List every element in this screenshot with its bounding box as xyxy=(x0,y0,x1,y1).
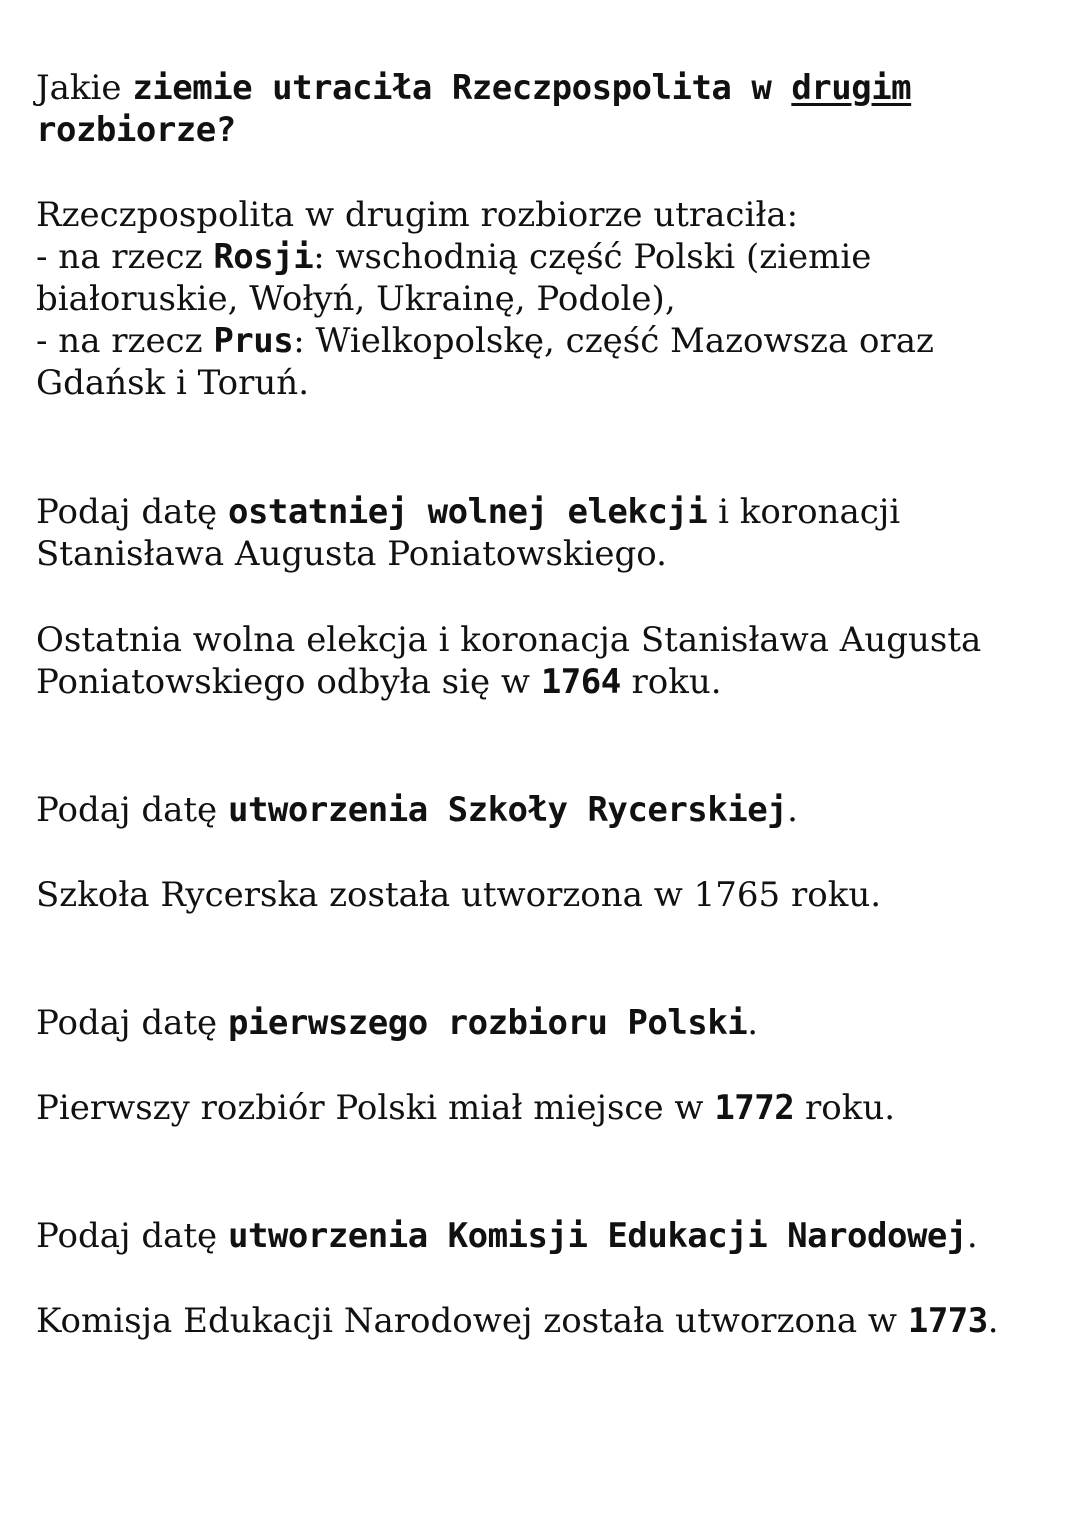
answer-list-item-russia: - na rzecz Rosji: wschodnią część Polski (ziemie xyxy=(36,237,872,277)
answer-line: Szkoła Rycerska została utworzona w 1765 roku. xyxy=(36,875,882,915)
answer-line: Komisja Edukacji Narodowej została utworzona w 1773. xyxy=(36,1301,999,1341)
question-last-election xyxy=(36,491,1056,575)
answer-line: Ostatnia wolna elekcja i koronacja Stanisława Augusta xyxy=(36,620,982,660)
question-line: Podaj datę utworzenia Szkoły Rycerskiej. xyxy=(36,790,798,830)
answer-second-partition xyxy=(36,194,1056,404)
answer-first-partition xyxy=(36,1087,1056,1129)
answer-line: Gdańsk i Toruń. xyxy=(36,363,309,403)
answer-knight-school xyxy=(36,874,1056,916)
question-line: Jakie ziemie utraciła Rzeczpospolita w drugim xyxy=(36,68,912,108)
answer-line: Poniatowskiego odbyła się w 1764 roku. xyxy=(36,662,722,702)
question-knight-school xyxy=(36,789,1056,831)
question-education-commission xyxy=(36,1215,1056,1257)
answer-line: Pierwszy rozbiór Polski miał miejsce w 1772 roku. xyxy=(36,1088,896,1128)
question-second-partition xyxy=(36,67,1056,151)
question-line: Podaj datę ostatniej wolnej elekcji i koronacji xyxy=(36,492,901,532)
question-first-partition xyxy=(36,1002,1056,1044)
answer-list-item-prussia: - na rzecz Prus: Wielkopolskę, część Mazowsza oraz xyxy=(36,321,934,361)
answer-line: białoruskie, Wołyń, Ukrainę, Podole), xyxy=(36,279,676,319)
question-line: Podaj datę pierwszego rozbioru Polski. xyxy=(36,1003,759,1043)
answer-last-election xyxy=(36,619,1056,703)
question-line: rozbiorze? xyxy=(36,110,236,150)
underlined-word: drugim xyxy=(791,68,912,108)
answer-line: Rzeczpospolita w drugim rozbiorze utraciła: xyxy=(36,195,799,235)
question-line: Stanisława Augusta Poniatowskiego. xyxy=(36,534,667,574)
question-line: Podaj datę utworzenia Komisji Edukacji Narodowej. xyxy=(36,1216,978,1256)
answer-education-commission xyxy=(36,1300,1056,1342)
